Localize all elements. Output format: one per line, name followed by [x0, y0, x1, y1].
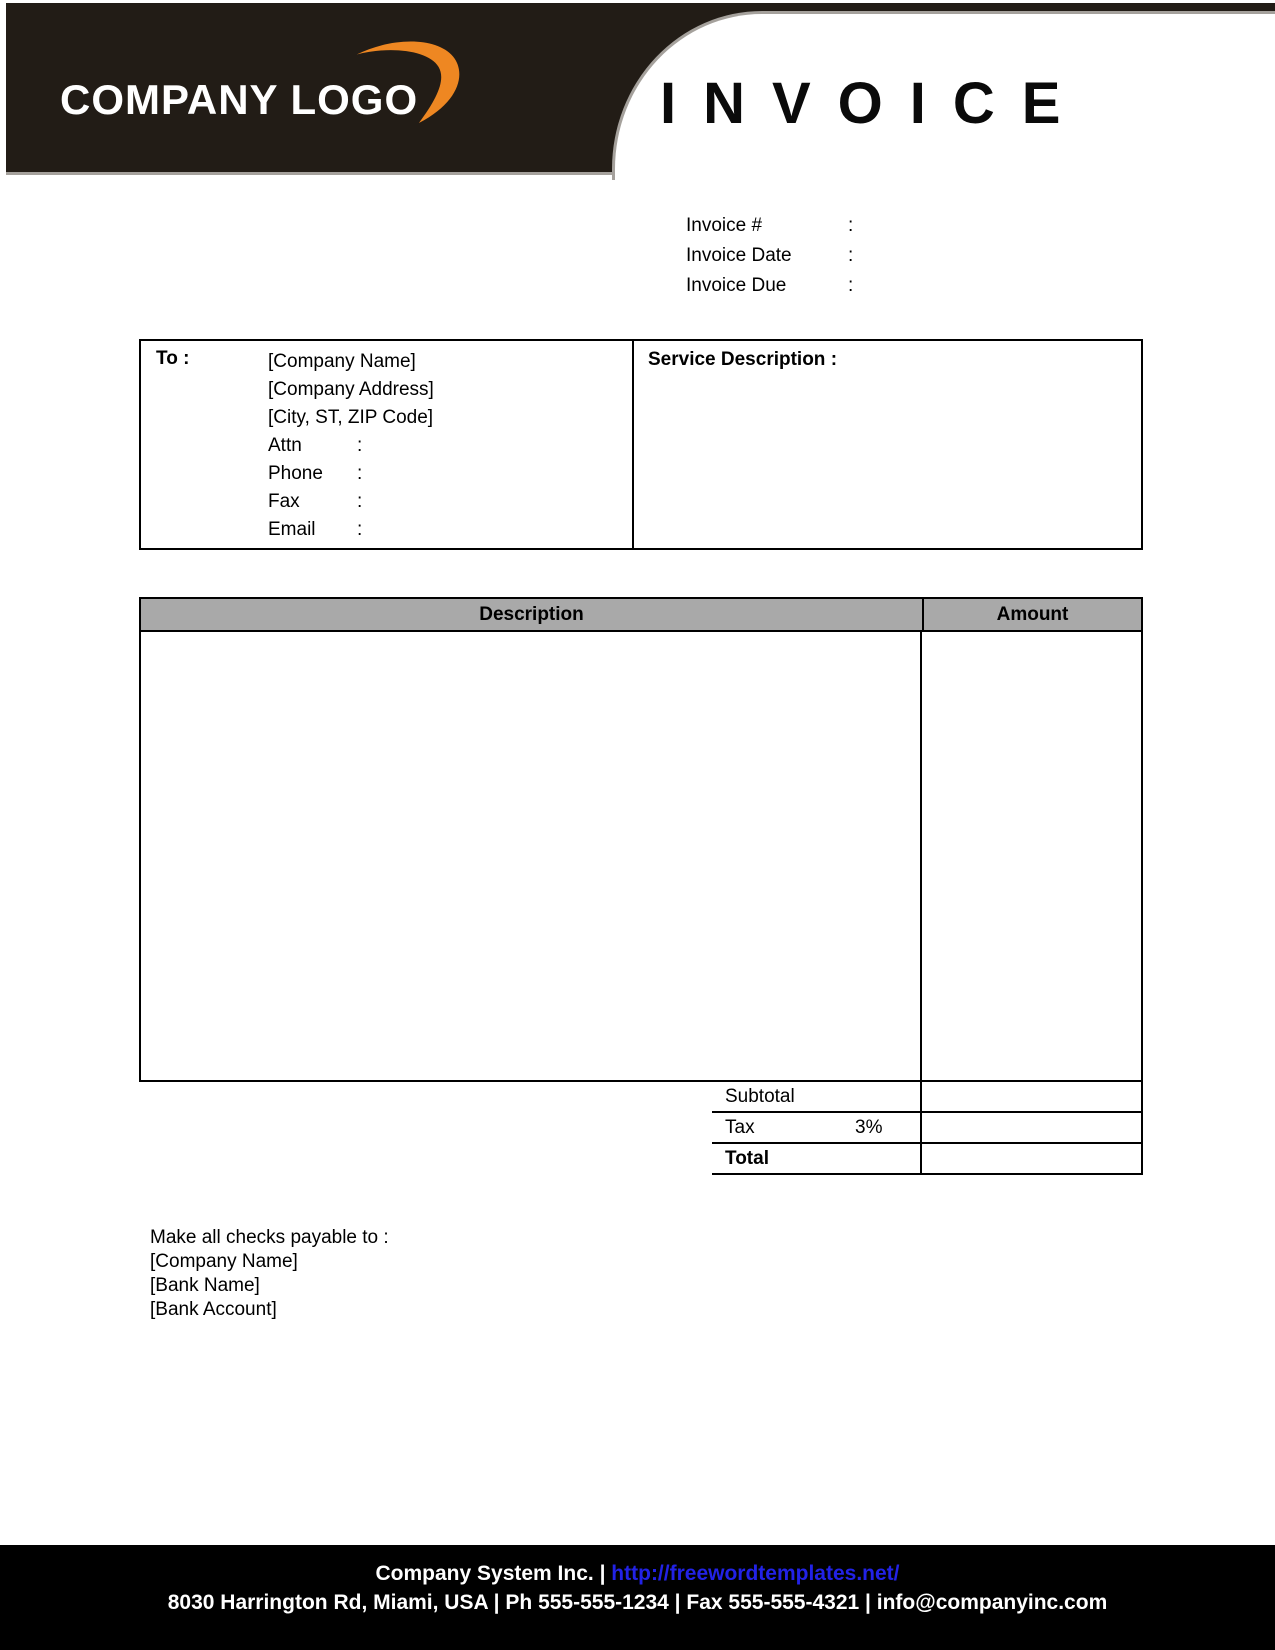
header-banner	[0, 0, 1275, 180]
totals-table	[712, 1082, 1143, 1175]
payable-company-name: [Company Name]	[150, 1251, 298, 1272]
company-name-line: [Company Name]	[268, 351, 416, 372]
tax-rate: 3%	[855, 1116, 883, 1138]
email-field	[268, 516, 434, 544]
payable-title: Make all checks payable to :	[150, 1227, 389, 1248]
invoice-date-colon: :	[848, 245, 854, 266]
bill-to-label: To :	[156, 348, 190, 369]
fax-label: Fax	[268, 491, 300, 512]
fax-field	[268, 488, 434, 516]
invoice-number-colon: :	[848, 215, 854, 236]
payable-block	[150, 1226, 389, 1322]
city-state-zip-line: [City, ST, ZIP Code]	[268, 407, 434, 428]
bill-to-box	[139, 339, 1143, 550]
invoice-due-colon: :	[848, 275, 854, 296]
company-address-line: [Company Address]	[268, 379, 434, 400]
phone-colon: :	[357, 463, 363, 484]
invoice-number-label: Invoice #	[686, 215, 763, 236]
payable-bank-account: [Bank Account]	[150, 1299, 277, 1320]
total-label: Total	[712, 1144, 920, 1175]
tax-row	[712, 1113, 1143, 1144]
items-table	[139, 597, 1143, 1082]
subtotal-label: Subtotal	[712, 1082, 920, 1113]
footer-bar	[0, 1545, 1275, 1650]
invoice-due-label: Invoice Due	[686, 275, 787, 296]
total-value	[920, 1144, 1143, 1175]
email-colon: :	[357, 519, 363, 540]
total-row	[712, 1144, 1143, 1175]
payable-bank-name: [Bank Name]	[150, 1275, 260, 1296]
phone-label: Phone	[268, 463, 323, 484]
items-table-body	[139, 632, 1143, 1082]
subtotal-row	[712, 1082, 1143, 1113]
invoice-number-row	[686, 211, 853, 241]
bill-to-lines	[268, 348, 434, 544]
company-logo: COMPANY LOGO	[60, 76, 419, 123]
fax-colon: :	[357, 491, 363, 512]
service-description-cell	[632, 341, 1141, 548]
invoice-date-label: Invoice Date	[686, 245, 792, 266]
attn-colon: :	[357, 435, 363, 456]
items-table-header	[139, 597, 1143, 632]
attn-field	[268, 432, 434, 460]
bill-to-cell	[141, 341, 632, 548]
service-description-label: Service Description :	[648, 349, 838, 370]
footer-address-line: 8030 Harrington Rd, Miami, USA | Ph 555-555-1234 | Fax 555-555-4321 | info@companyinc.com	[167, 1591, 1108, 1614]
amount-column-divider	[920, 632, 922, 1080]
page-title: INVOICE	[660, 71, 1088, 136]
tax-value	[920, 1113, 1143, 1144]
footer-company-line	[0, 1559, 1275, 1588]
tax-label: Tax	[725, 1116, 755, 1138]
subtotal-value	[920, 1082, 1143, 1113]
invoice-meta	[686, 211, 853, 301]
amount-column-header: Amount	[922, 599, 1141, 630]
email-label: Email	[268, 519, 316, 540]
tax-label-cell	[712, 1113, 920, 1144]
invoice-due-row	[686, 271, 853, 301]
footer-website-link[interactable]: http://freewordtemplates.net/	[611, 1562, 900, 1585]
footer-company-name: Company System Inc. |	[375, 1562, 606, 1585]
description-column-header: Description	[479, 603, 584, 625]
phone-field	[268, 460, 434, 488]
invoice-date-row	[686, 241, 853, 271]
attn-label: Attn	[268, 435, 302, 456]
